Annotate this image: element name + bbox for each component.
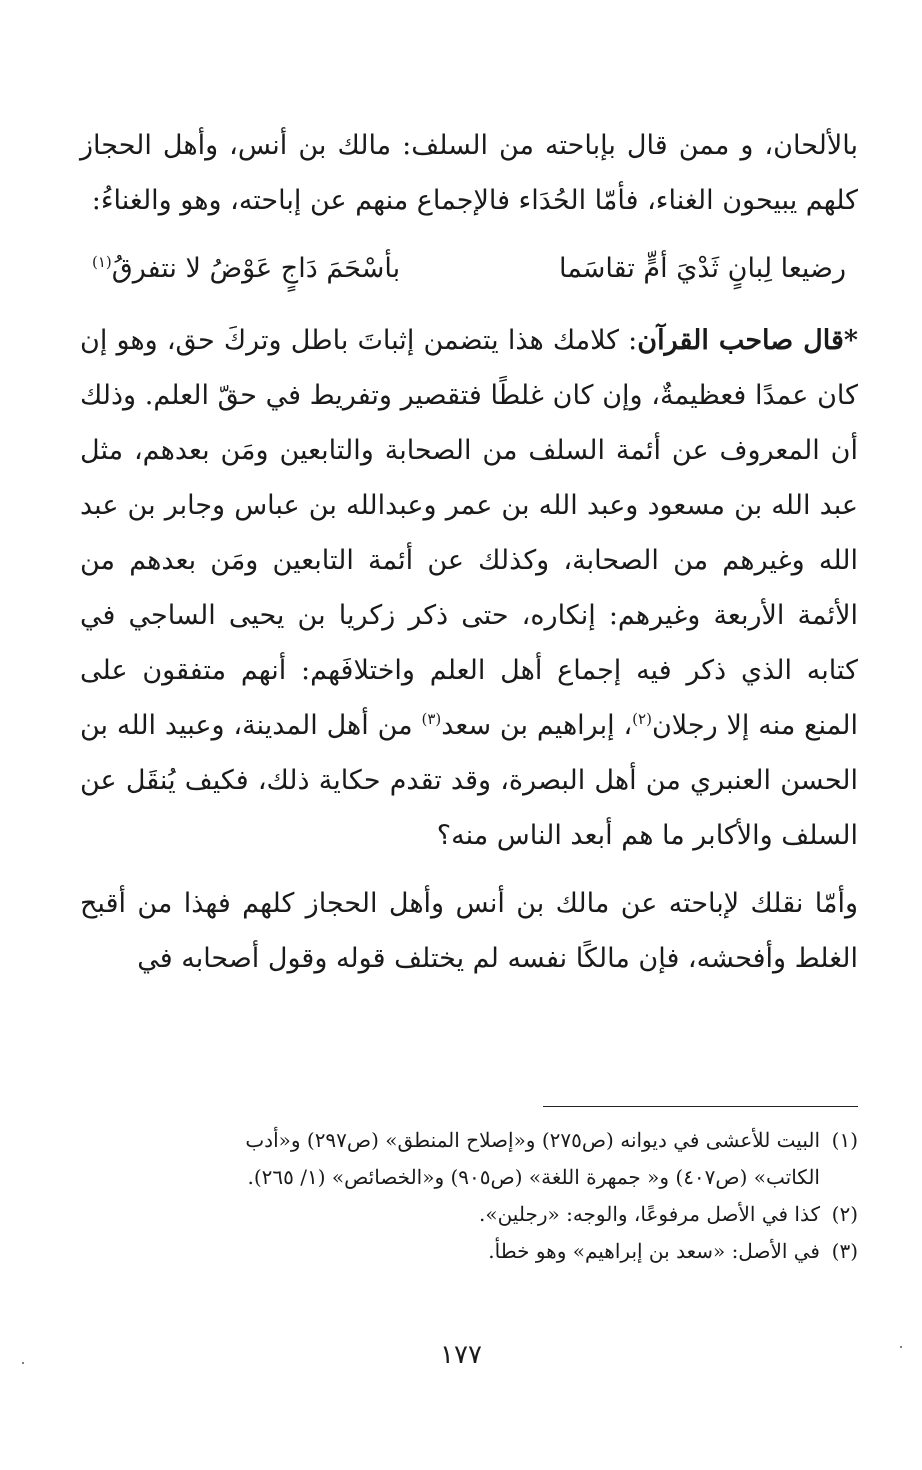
paragraph-main-part-b: ، إبراهيم بن سعد xyxy=(441,710,633,741)
verse-second-text: بأسْحَمَ دَاجٍ عَوْضُ لا نتفرقُ xyxy=(111,253,401,284)
paragraph-main-part-a: : كلامك هذا يتضمن إثباتَ باطل وتركَ حق، وهو إن كان عمدًا فعظيمةٌ، وإن كان غلطًا فتقصير وتفريط في حقّ العلم. وذلك أن المعروف عن أئمة السلف من الصحابة والتابعين ومَن بعدهم، مثل عبد الله بن مسعود وعبد الله بن عمر وعبدالله بن عباس وجابر بن عبد الله وغيرهم من الصحابة، وكذلك عن أئمة التابعين ومَن بعدهم من الأئمة الأربعة وغيرهم: إنكاره، حتى ذكر زكريا بن يحيى الساجي في كتابه الذي ذكر فيه إجماع أهل العلم واختلافَهم: أنهم متفقون على المنع منه إلا رجلان xyxy=(80,325,859,741)
footnote-ref-3: (٣) xyxy=(421,710,442,728)
footnote-3-number: (٣) xyxy=(831,1239,858,1263)
page-body xyxy=(80,118,858,986)
page-number: ١٧٧ xyxy=(440,1340,482,1370)
paragraph-intro: بالألحان، و ممن قال بإباحته من السلف: مالك بن أنس، وأهل الحجاز كلهم يبيحون الغناء، فأمّا الحُدَاء فالإجماع منهم عن إباحته، وهو والغناءُ: xyxy=(80,130,858,216)
poetry-verse xyxy=(80,241,858,296)
scan-speck xyxy=(900,1346,902,1348)
paragraph-main-part-c: من أهل المدينة، وعبيد الله بن الحسن العنبري من أهل البصرة، وقد تقدم حكاية ذلك، فكيف يُنقَل عن السلف والأكابر ما هم أبعد الناس منه؟ xyxy=(80,710,858,851)
verse-second-hemistich xyxy=(92,241,400,296)
footnote-ref-2: (٢) xyxy=(632,710,652,728)
footnote-3 xyxy=(80,1233,858,1270)
footnote-3-text: في الأصل: «سعد بن إبراهيم» وهو خطأ. xyxy=(488,1239,820,1263)
footnote-1 xyxy=(80,1122,858,1159)
footnote-1-text: البيت للأعشى في ديوانه (ص٢٧٥) و«إصلاح المنطق» (ص٢٩٧) و«أدب xyxy=(245,1128,820,1152)
footnote-1-continued: الكاتب» (ص٤٠٧) و« جمهرة اللغة» (ص٩٠٥) و«الخصائص» (١/ ٢٦٥). xyxy=(247,1165,820,1189)
speaker-lead: *قال صاحب القرآن xyxy=(637,325,858,356)
footnote-2 xyxy=(80,1196,858,1233)
footnote-ref-1: (١) xyxy=(92,253,112,271)
footnote-1-number: (١) xyxy=(831,1128,858,1152)
footnote-divider xyxy=(543,1106,858,1107)
footnotes xyxy=(80,1122,858,1270)
footnote-2-number: (٢) xyxy=(831,1202,858,1226)
footnote-2-text: كذا في الأصل مرفوعًا، والوجه: «رجلين». xyxy=(478,1202,820,1226)
scan-speck xyxy=(22,1362,24,1364)
verse-first-hemistich: رضيعا لِبانٍ ثَدْيَ أمٍّ تقاسَما xyxy=(558,253,846,284)
paragraph-main xyxy=(80,313,858,863)
paragraph-last: وأمّا نقلك لإباحته عن مالك بن أنس وأهل الحجاز كلهم فهذا من أقبح الغلط وأفحشه، فإن مالكًا نفسه لم يختلف قوله وقول أصحابه في xyxy=(80,888,858,974)
